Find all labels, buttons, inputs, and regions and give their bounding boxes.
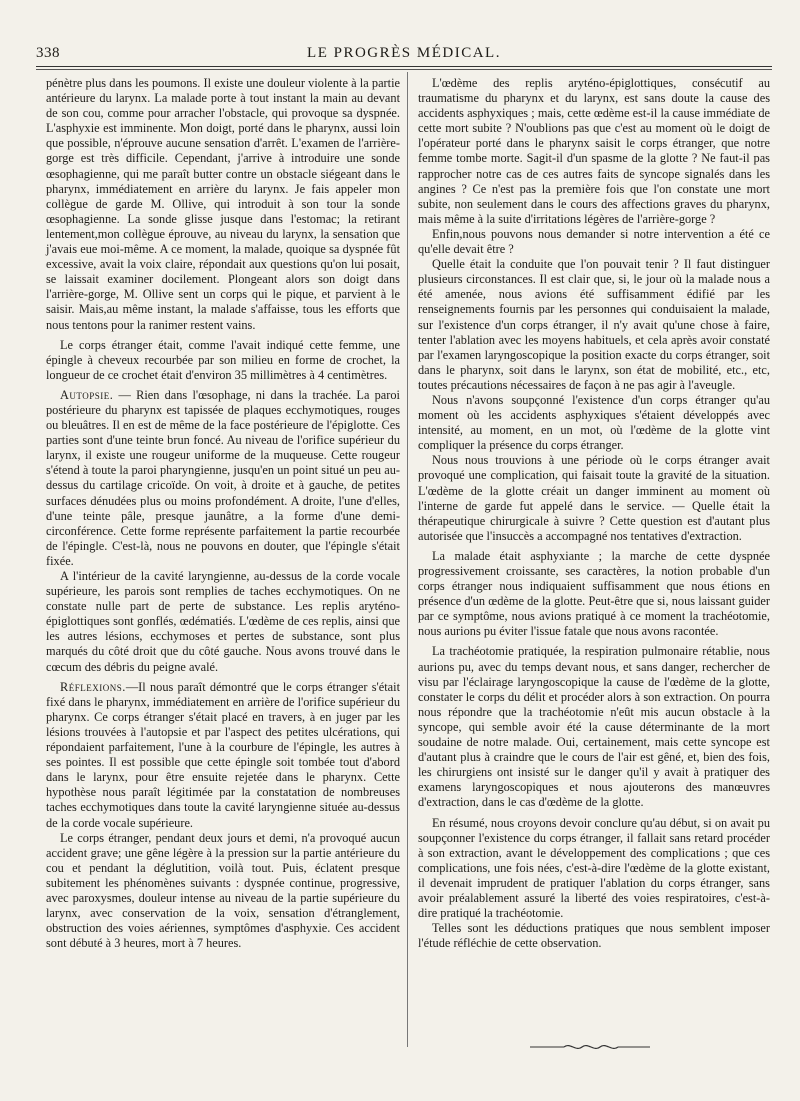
paragraph: A l'intérieur de la cavité laryngienne, au-dessus de la corde vocale supérieure, les parois sont remplies de taches ecchymotiques. On ne constate nulle part de perte de substance. Les replis aryténo-épiglottiques sont gonflés, œdématiés. L'œdème de ces replis, ainsi que les autres lésions, ecchymoses et pertes de substance, sont plus marqués du côté droit que du côté gauche. Nous avons trouvé dans le cœcum des débris du peigne avalé. [46, 569, 400, 674]
left-column [46, 76, 400, 951]
running-header [36, 42, 772, 67]
header-rule [36, 69, 772, 70]
paragraph: Le corps étranger était, comme l'avait indiqué cette femme, une épingle à cheveux recourbée par son milieu en forme de crochet, la longueur de ce crochet était d'environ 35 millimètres à 4 centimètres. [46, 337, 400, 382]
paragraph: Quelle était la conduite que l'on pouvait tenir ? Il faut distinguer plusieurs circonstances. Il est clair que, si, le jour où la malade nous a été amenée, nous avions été suffisamment édifié par les renseignements fournis par les personnes qui conduisaient la malade, sur l'existence d'un corps étranger, il n'y avait qu'une chose à faire, tenter l'ablation avec les moyens habituels, et cela après avoir constaté par l'examen laryngoscopique la position exacte du corps étranger, soit dans le pharynx, soit dans le larynx, son état de mobilité, etc., etc, toutes précautions nécessaires de façon à ne pas agir à l'aveugle. [418, 257, 770, 392]
paragraph: pénètre plus dans les poumons. Il existe une douleur violente à la partie antérieure du larynx. La malade porte à tout instant la main au devant de son cou, comme pour arracher l'obstacle, qui provoque sa dyspnée. L'asphyxie est imminente. Mon doigt, porté dans le pharynx, aussi loin que possible, n'éprouve aucune sensation d'arrêt. L'examen de l'arrière-gorge est très difficile. Cependant, j'arrive à introduire une sonde œsophagienne, qui me paraît butter contre un obstacle siégeant dans le pharynx, immédiatement en arrière du larynx. Je fais appeler mon collègue de garde M. Ollive, qui introduit à son tour la sonde œsophagienne. La sonde glisse jusque dans l'estomac; la retirant lentement,mon collègue éprouve, au niveau du larynx, la sensation que j'avais eue moi-même. A ce moment, la malade, quoique sa dyspnée fût excessive, avait la voix claire, répondait aux questions qu'on lui posait, se laissait examiner docilement. Plongeant alors son doigt dans l'arrière-gorge, M. Ollive sent un corps qui le pique, et parvient à le saisir. Mais,au même instant, la malade s'affaisse, tous les efforts que nous tentons pour la ranimer restent vains. [46, 76, 400, 332]
paragraph-text: —Il nous paraît démontré que le corps étranger s'était fixé dans le pharynx, immédiatement en arrière de l'orifice supérieur du pharynx. Ce corps étranger s'était placé en travers, à en juger par les lésions trouvées à l'autopsie et par l'aspect des petites ulcérations, qui répondaient parfaitement, l'une à la courbure de l'épingle, les autres à ses pointes. Il est possible que cette épingle soit tombée tout d'abord dans le larynx, pour être ensuite rejetée dans le pharynx. Cette hypothèse nous paraît légitimée par la constatation de nombreuses taches ecchymotiques dans toute la cavité laryngienne située au-dessus de la corde vocale supérieure. [46, 679, 400, 830]
paragraph: Telles sont les déductions pratiques que nous semblent imposer l'étude réfléchie de cette observation. [418, 921, 770, 951]
right-column [418, 76, 770, 951]
paragraph: La malade était asphyxiante ; la marche de cette dyspnée progressivement croissante, ses caractères, la notion probable d'un corps étranger nous indiquaient suffisamment que nous étions en présence d'un œdème de la glotte. Peut-être que si, nous laissant guider par ce symptôme, nous avions pratiqué à ce moment la trachéotomie, nous aurions pu éviter l'issue fatale que nous avons racontée. [418, 548, 770, 639]
page-number: 338 [36, 45, 60, 61]
paragraph: En résumé, nous croyons devoir conclure qu'au début, si on avait pu soupçonner l'existence du corps étranger, il fallait sans retard procéder à son extraction, avant le développement des complications ; que ces complications, une fois nées, c'est-à-dire l'œdème de la glotte existant, il devenait imprudent de pratiquer l'ablation du corps étranger, sans avoir préalablement assuré la liberté des voies respiratoires, c'est-à-dire pratiqué la trachéotomie. [418, 815, 770, 921]
paragraph-autopsie [46, 388, 400, 569]
paragraph: Le corps étranger, pendant deux jours et demi, n'a provoqué aucun accident grave; une gêne légère à la pression sur la partie antérieure du cou et pendant la déglutition, voilà tout. Puis, éclatent presque subitement les phénomènes suivants : dyspnée continue, progressive, avec paroxysmes, douleur intense au niveau de la partie supérieure du larynx, avec conservation de la voix, sensation d'étranglement, obstruction des voies aériennes, symptômes d'asphyxie. Ces accident sont débuté à 3 heures, mort à 7 heures. [46, 830, 400, 951]
end-ornament [530, 1041, 650, 1053]
paragraph: L'œdème des replis aryténo-épiglottiques, consécutif au traumatisme du pharynx et du larynx, est sans doute la cause des accidents asphyxiques ; mais, cette œdème est-il la cause immédiate de cette mort subite ? N'oublions pas que c'est au moment où le doigt de l'opérateur porté dans le pharynx saisit le corps étranger, que notre femme tombe morte. Sagit-il d'un spasme de la glotte ? Ne faut-il pas rapprocher notre cas de ces autres faits de syncope signalés dans les angines ? Ce n'est pas la première fois que l'on constate une mort subite, non seulement dans le cours des affections graves du pharynx, mais même à la suite d'irritations légères de l'arrière-gorge ? [418, 76, 770, 226]
paragraph-text: — Rien dans l'œsophage, ni dans la trachée. La paroi postérieure du pharynx est tapissée de plaques ecchymotiques, rouges ou bleuâtres. Il en est de même de la face postérieure de l'épiglotte. Ces parties sont d'une teinte brun foncé. Au niveau de l'orifice supérieur du larynx, il existe une rougeur uniforme de la muqueuse. Cette rougeur s'étend à toute la paroi pharyngienne, jusqu'en un point situé un peu au-dessus du cartilage cricoïde. On voit, à droite et à gauche, de petites surfaces dénudées plus ou moins profondément. A droite, l'une d'elles, d'une teinte pâle, presque jaunâtre, a la forme d'une demi-circonférence. Cette forme représente parfaitement la partie recourbée de l'épingle. C'est-là, nous ne pouvons en douter, que l'épingle s'était fixée. [46, 387, 400, 568]
paragraph: Enfin,nous pouvons nous demander si notre intervention a été ce qu'elle devait être ? [418, 226, 770, 257]
section-lead-reflexions: Réflexions. [60, 679, 126, 694]
column-divider [407, 72, 408, 1047]
paragraph-reflexions [46, 680, 400, 831]
paragraph: Nous nous trouvions à une période où le corps étranger avait provoqué une complication, qui faisait toute la gravité de la situation. L'œdème de la glotte créait un danger imminent au moment où l'interne de garde fut appelé dans le service. — Quelle était la thérapeutique chirurgicale à suivre ? Cette question est d'autant plus autorisée que l'insuccès a accompagné nos tentatives d'extraction. [418, 453, 770, 543]
paragraph: Nous n'avons soupçonné l'existence d'un corps étranger qu'au moment où les accidents asphyxiques s'étaient développés avec intensité, au moment, en un mot, où l'œdème de la glotte vint compliquer la présence du corps étranger. [418, 392, 770, 453]
journal-title: LE PROGRÈS MÉDICAL. [307, 45, 501, 61]
paragraph: La trachéotomie pratiquée, la respiration pulmonaire rétablie, nous aurions pu, avec du temps devant nous, et sans danger, rechercher de visu par l'éclairage laryngoscopique la cause de l'œdème de la glotte, constater le corps du délit et procéder alors à son extraction. On pourra nous répondre que la trachéotomie n'eût mis aucun obstacle à la syncope, qui semble avoir été la cause déterminante de la mort soudaine de notre malade. Oui, certainement, mais cette syncope est d'autant plus à craindre que le cours de l'air est gêné, et, bien des fois, les chirurgiens ont insisté sur le danger qu'il y avait à pratiquer des examens laryngoscopiques et nous ajouterons des manœuvres d'extraction, dans le cas d'œdème de la glotte. [418, 644, 770, 810]
section-lead-autopsie: Autopsie. [60, 387, 114, 402]
